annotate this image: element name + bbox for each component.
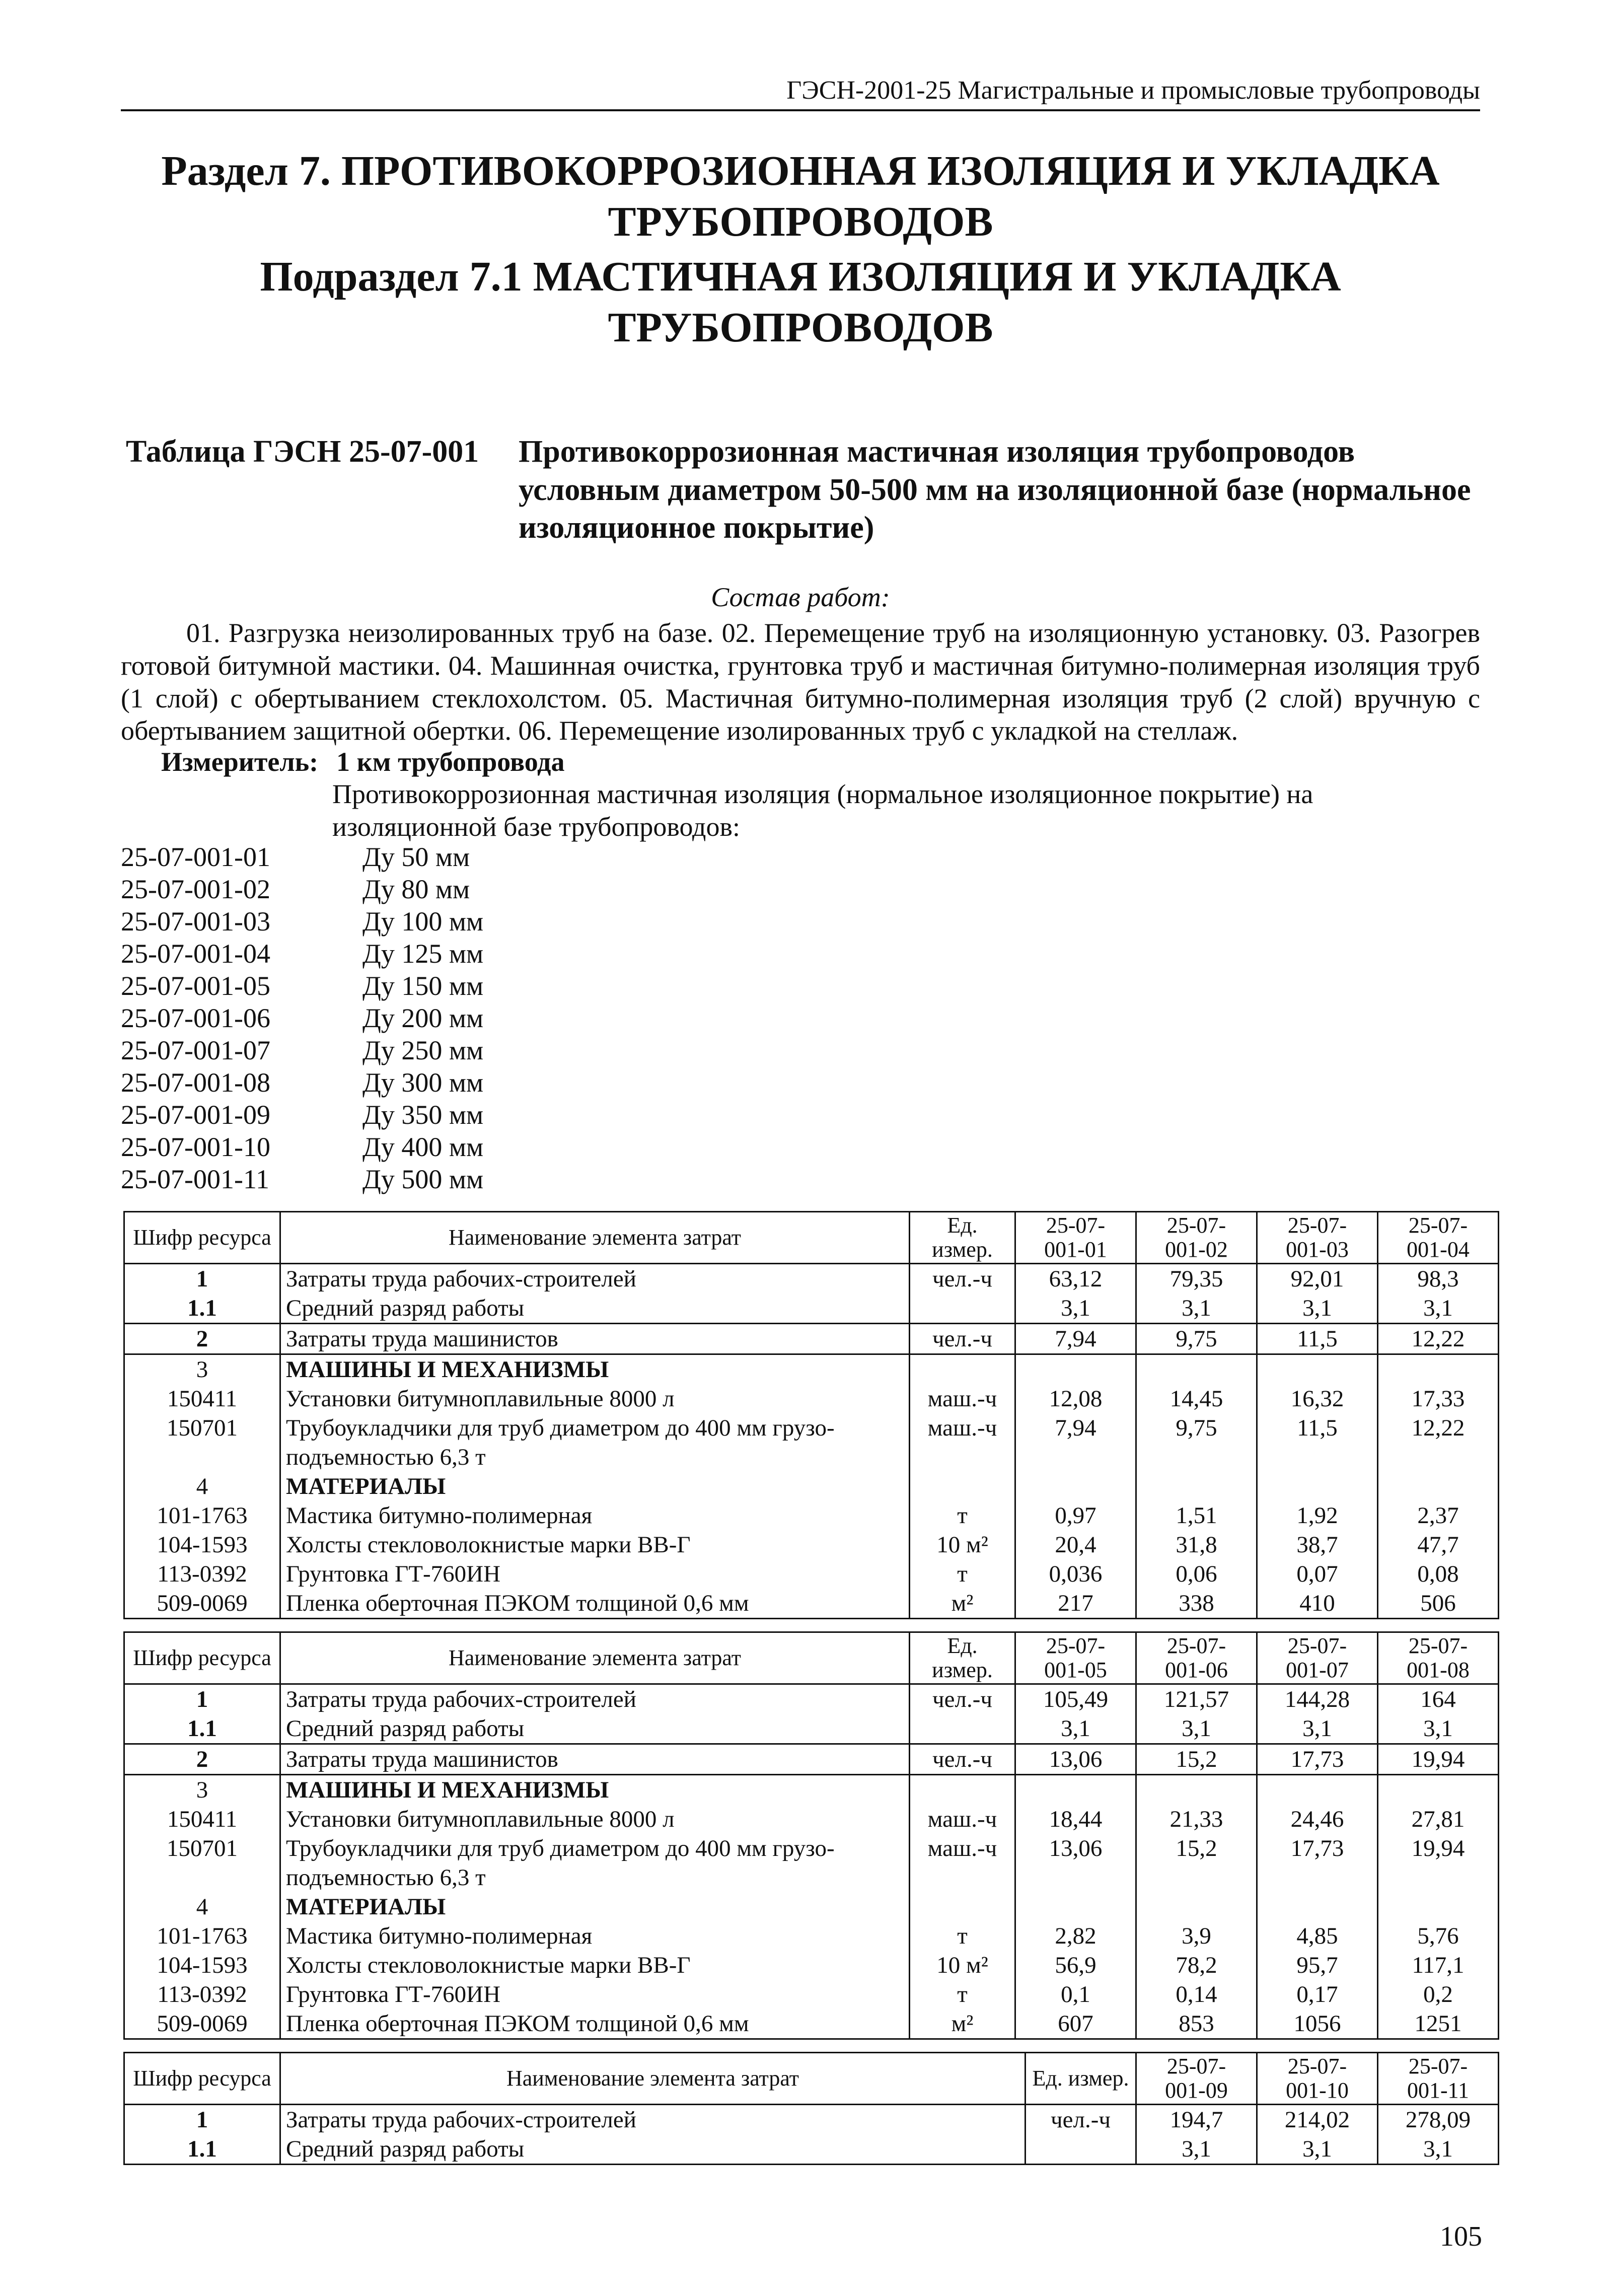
table-row [124, 1684, 1499, 1714]
cell-name: Холсты стекловолокнистые марки ВВ-Г [280, 1530, 910, 1559]
cell-value: 194,7 [1136, 2105, 1257, 2135]
cell-code: 113-0392 [124, 1559, 280, 1589]
cell-value [1257, 1892, 1378, 1921]
cell-unit [910, 1443, 1015, 1472]
cell-code: 509-0069 [124, 2009, 280, 2039]
cell-value: 14,45 [1136, 1384, 1257, 1413]
cell-value: 3,1 [1378, 1714, 1499, 1744]
composition-heading: Состав работ: [711, 582, 890, 612]
header-rate-code: 25-07- 001-08 [1378, 1632, 1499, 1684]
cell-unit: 10 м² [910, 1530, 1015, 1559]
cell-code: 150411 [124, 1384, 280, 1413]
cell-value: 38,7 [1257, 1530, 1378, 1559]
cell-value: 12,22 [1378, 1413, 1499, 1443]
code-list-desc: Ду 250 мм [362, 1035, 484, 1065]
cell-value: 13,06 [1015, 1834, 1136, 1863]
code-list [121, 841, 483, 1195]
code-list-code: 25-07-001-03 [121, 906, 270, 937]
header-rate-code: 25-07- 001-03 [1257, 1212, 1378, 1264]
table-row [124, 1834, 1499, 1863]
code-list-desc: Ду 500 мм [362, 1164, 484, 1194]
table-row [124, 1951, 1499, 1980]
cell-value: 3,1 [1378, 2134, 1499, 2165]
cell-value [1378, 1354, 1499, 1385]
cell-value: 24,46 [1257, 1805, 1378, 1834]
cell-name: подъемностью 6,3 т [280, 1443, 910, 1472]
header-rate-code: 25-07- 001-05 [1015, 1632, 1136, 1684]
cell-value: 1251 [1378, 2009, 1499, 2039]
section-title: Раздел 7. ПРОТИВОКОРРОЗИОННАЯ ИЗОЛЯЦИЯ И УКЛАДКА ТРУБОПРОВОДОВ [161, 148, 1440, 245]
code-list-code: 25-07-001-07 [121, 1035, 270, 1065]
cell-unit [910, 1775, 1015, 1805]
cell-unit [910, 1354, 1015, 1385]
header-unit: Ед. измер. [910, 1212, 1015, 1264]
cell-value: 3,1 [1257, 1294, 1378, 1324]
meter-label: Измеритель: [161, 747, 319, 777]
cell-value: 1056 [1257, 2009, 1378, 2039]
header-unit: Ед. измер. [910, 1632, 1015, 1684]
cell-value [1378, 1775, 1499, 1805]
composition-text: 01. Разгрузка неизолированных труб на базе. 02. Перемещение труб на изоляционную установку. 03. Разогрев готовой битумной мастики. 04. Машинная очистка, грунтовка труб и мастичная битумно-полимерная изоляция труб (1 слой) с обертыванием стеклохолстом. 05. Мастичная битумно-полимерная изоляция труб (2 слой) вручную с обертыванием защитной обертки. 06. Перемещение изолированных труб с укладкой на стеллаж. [121, 618, 1480, 746]
table-row [124, 1294, 1499, 1324]
cell-unit: маш.-ч [910, 1384, 1015, 1413]
cell-name: подъемностью 6,3 т [280, 1863, 910, 1892]
table-header-row [124, 2053, 1499, 2105]
cell-value: 5,76 [1378, 1921, 1499, 1951]
cell-value: 15,2 [1136, 1834, 1257, 1863]
cell-value: 217 [1015, 1589, 1136, 1619]
header-code: Шифр ресурса [124, 1632, 280, 1684]
code-list-desc: Ду 200 мм [362, 1003, 484, 1033]
cell-value: 17,73 [1257, 1744, 1378, 1775]
header-unit: Ед. измер. [1026, 2053, 1136, 2105]
cell-code: 2 [124, 1324, 280, 1354]
header-name: Наименование элемента затрат [280, 2053, 1026, 2105]
cell-unit: м² [910, 1589, 1015, 1619]
cell-value: 9,75 [1136, 1413, 1257, 1443]
code-list-item [121, 905, 483, 938]
cell-value: 278,09 [1378, 2105, 1499, 2135]
cell-unit: 10 м² [910, 1951, 1015, 1980]
cell-value: 12,22 [1378, 1324, 1499, 1354]
cell-value: 17,33 [1378, 1384, 1499, 1413]
cell-code: 3 [124, 1775, 280, 1805]
cell-value: 92,01 [1257, 1264, 1378, 1294]
cell-value: 506 [1378, 1589, 1499, 1619]
cell-code: 101-1763 [124, 1921, 280, 1951]
cell-unit: чел.-ч [910, 1744, 1015, 1775]
cell-value: 0,97 [1015, 1501, 1136, 1530]
cell-value [1378, 1472, 1499, 1501]
cell-value: 78,2 [1136, 1951, 1257, 1980]
header-code: Шифр ресурса [124, 2053, 280, 2105]
cell-value: 19,94 [1378, 1834, 1499, 1863]
cell-unit: т [910, 1501, 1015, 1530]
cell-name: Трубоукладчики для труб диаметром до 400 мм грузо- [280, 1834, 910, 1863]
cell-value: 410 [1257, 1589, 1378, 1619]
cell-value [1015, 1472, 1136, 1501]
cell-code [124, 1863, 280, 1892]
cell-value [1257, 1443, 1378, 1472]
cell-unit: чел.-ч [910, 1264, 1015, 1294]
header-rate-code: 25-07- 001-07 [1257, 1632, 1378, 1684]
code-list-code: 25-07-001-08 [121, 1067, 270, 1098]
cell-code: 101-1763 [124, 1501, 280, 1530]
cell-name: Холсты стекловолокнистые марки ВВ-Г [280, 1951, 910, 1980]
code-list-code: 25-07-001-10 [121, 1132, 270, 1162]
code-list-desc: Ду 400 мм [362, 1132, 484, 1162]
table-row [124, 1805, 1499, 1834]
cell-value [1015, 1863, 1136, 1892]
cell-value: 0,07 [1257, 1559, 1378, 1589]
table-row [124, 1384, 1499, 1413]
cell-value [1257, 1472, 1378, 1501]
cell-name: Пленка оберточная ПЭКОМ толщиной 0,6 мм [280, 2009, 910, 2039]
cell-value: 853 [1136, 2009, 1257, 2039]
cell-value: 79,35 [1136, 1264, 1257, 1294]
header-rate-code: 25-07- 001-04 [1378, 1212, 1499, 1264]
cell-value [1378, 1863, 1499, 1892]
resource-table-2 [123, 1631, 1499, 2040]
cell-value: 3,1 [1136, 1714, 1257, 1744]
cell-unit: маш.-ч [910, 1805, 1015, 1834]
resource-table-1 [123, 1211, 1499, 1619]
cell-unit: маш.-ч [910, 1413, 1015, 1443]
cell-unit [910, 1863, 1015, 1892]
cell-value: 3,1 [1136, 1294, 1257, 1324]
code-list-code: 25-07-001-01 [121, 842, 270, 872]
cell-code: 1.1 [124, 2134, 280, 2165]
cell-name: Установки битумноплавильные 8000 л [280, 1805, 910, 1834]
cell-name: Установки битумноплавильные 8000 л [280, 1384, 910, 1413]
cell-name: МАШИНЫ И МЕХАНИЗМЫ [280, 1775, 910, 1805]
cell-name: Средний разряд работы [280, 2134, 1026, 2165]
table-row [124, 1472, 1499, 1501]
table-caption-text: Противокоррозионная мастичная изоляция трубопроводов условным диаметром 50-500 мм на изоляционной базе (нормальное изоляционное покрытие) [519, 435, 1471, 545]
cell-value: 3,1 [1136, 2134, 1257, 2165]
code-list-code: 25-07-001-04 [121, 939, 270, 969]
cell-value: 95,7 [1257, 1951, 1378, 1980]
cell-unit: маш.-ч [910, 1834, 1015, 1863]
cell-value: 47,7 [1378, 1530, 1499, 1559]
cell-name: Средний разряд работы [280, 1294, 910, 1324]
cell-name: Затраты труда машинистов [280, 1324, 910, 1354]
cell-code: 3 [124, 1354, 280, 1385]
cell-name: МАТЕРИАЛЫ [280, 1472, 910, 1501]
cell-value: 18,44 [1015, 1805, 1136, 1834]
cell-name: Затраты труда рабочих-строителей [280, 2105, 1026, 2135]
table-row [124, 1264, 1499, 1294]
table-row [124, 1559, 1499, 1589]
cell-value: 11,5 [1257, 1324, 1378, 1354]
header-code: Шифр ресурса [124, 1212, 280, 1264]
meter-value: 1 км трубопровода [336, 747, 565, 777]
cell-value: 7,94 [1015, 1413, 1136, 1443]
cell-value: 121,57 [1136, 1684, 1257, 1714]
cell-value: 98,3 [1378, 1264, 1499, 1294]
cell-value: 117,1 [1378, 1951, 1499, 1980]
code-list-item [121, 970, 483, 1002]
table-row [124, 1324, 1499, 1354]
cell-value: 0,1 [1015, 1980, 1136, 2009]
cell-value: 338 [1136, 1589, 1257, 1619]
cell-code: 150701 [124, 1413, 280, 1443]
code-list-desc: Ду 80 мм [362, 874, 470, 904]
cell-name: Мастика битумно-полимерная [280, 1501, 910, 1530]
cell-value: 27,81 [1378, 1805, 1499, 1834]
table-row [124, 1354, 1499, 1385]
cell-name: Затраты труда машинистов [280, 1744, 910, 1775]
table-row [124, 1863, 1499, 1892]
code-list-item [121, 841, 483, 873]
cell-code: 150411 [124, 1805, 280, 1834]
subsection-title: Подраздел 7.1 МАСТИЧНАЯ ИЗОЛЯЦИЯ И УКЛАДКА ТРУБОПРОВОДОВ [260, 253, 1341, 351]
cell-code: 150701 [124, 1834, 280, 1863]
code-list-item [121, 1163, 483, 1195]
cell-code: 1 [124, 1684, 280, 1714]
cell-value: 3,1 [1257, 1714, 1378, 1744]
meter-line [161, 746, 565, 777]
page-number: 105 [1440, 2221, 1482, 2252]
cell-value [1136, 1863, 1257, 1892]
code-list-desc: Ду 150 мм [362, 971, 484, 1001]
table-caption [126, 433, 1485, 547]
table-row [124, 1714, 1499, 1744]
cell-value: 0,06 [1136, 1559, 1257, 1589]
header-rate-code: 25-07- 001-11 [1378, 2053, 1499, 2105]
cell-value: 13,06 [1015, 1744, 1136, 1775]
cell-unit: м² [910, 2009, 1015, 2039]
cell-value: 31,8 [1136, 1530, 1257, 1559]
cell-value [1257, 1354, 1378, 1385]
cell-value: 2,82 [1015, 1921, 1136, 1951]
table-row [124, 1501, 1499, 1530]
cell-name: Пленка оберточная ПЭКОМ толщиной 0,6 мм [280, 1589, 910, 1619]
running-header: ГЭСН-2001-25 Магистральные и промысловые трубопроводы [121, 76, 1480, 111]
cell-value: 0,17 [1257, 1980, 1378, 2009]
code-list-item [121, 1131, 483, 1163]
cell-code [124, 1443, 280, 1472]
header-rate-code: 25-07- 001-01 [1015, 1212, 1136, 1264]
code-list-code: 25-07-001-02 [121, 874, 270, 904]
cell-value: 56,9 [1015, 1951, 1136, 1980]
table-row [124, 1744, 1499, 1775]
cell-code: 1 [124, 2105, 280, 2135]
cell-code: 113-0392 [124, 1980, 280, 2009]
cell-value: 607 [1015, 2009, 1136, 2039]
code-list-item [121, 1034, 483, 1066]
cell-unit: чел.-ч [910, 1324, 1015, 1354]
cell-value: 4,85 [1257, 1921, 1378, 1951]
cell-value [1257, 1863, 1378, 1892]
code-list-desc: Ду 125 мм [362, 939, 484, 969]
cell-value: 12,08 [1015, 1384, 1136, 1413]
cell-value: 1,51 [1136, 1501, 1257, 1530]
code-list-desc: Ду 100 мм [362, 906, 484, 937]
code-list-code: 25-07-001-06 [121, 1003, 270, 1033]
cell-value: 11,5 [1257, 1413, 1378, 1443]
cell-value: 0,036 [1015, 1559, 1136, 1589]
cell-code: 4 [124, 1892, 280, 1921]
table-header-row [124, 1632, 1499, 1684]
cell-value: 7,94 [1015, 1324, 1136, 1354]
cell-value: 2,37 [1378, 1501, 1499, 1530]
cell-value: 15,2 [1136, 1744, 1257, 1775]
cell-code: 4 [124, 1472, 280, 1501]
table-row [124, 1530, 1499, 1559]
code-list-desc: Ду 300 мм [362, 1067, 484, 1098]
table-row [124, 1980, 1499, 2009]
cell-name: Затраты труда рабочих-строителей [280, 1264, 910, 1294]
cell-name: Грунтовка ГТ-760ИН [280, 1980, 910, 2009]
code-list-item [121, 1066, 483, 1099]
cell-value [1136, 1775, 1257, 1805]
cell-unit: т [910, 1921, 1015, 1951]
cell-value: 21,33 [1136, 1805, 1257, 1834]
table-row [124, 1775, 1499, 1805]
table-row [124, 1892, 1499, 1921]
code-list-code: 25-07-001-11 [121, 1164, 269, 1194]
header-name: Наименование элемента затрат [280, 1632, 910, 1684]
cell-unit [910, 1472, 1015, 1501]
header-rate-code: 25-07- 001-09 [1136, 2053, 1257, 2105]
cell-name: МАШИНЫ И МЕХАНИЗМЫ [280, 1354, 910, 1385]
table-header-row [124, 1212, 1499, 1264]
code-list-item [121, 1002, 483, 1034]
cell-name: Затраты труда рабочих-строителей [280, 1684, 910, 1714]
cell-unit: чел.-ч [1026, 2105, 1136, 2135]
cell-value: 0,2 [1378, 1980, 1499, 2009]
cell-value: 1,92 [1257, 1501, 1378, 1530]
cell-name: Трубоукладчики для труб диаметром до 400 мм грузо- [280, 1413, 910, 1443]
cell-value [1378, 1892, 1499, 1921]
cell-unit [910, 1714, 1015, 1744]
cell-value: 0,14 [1136, 1980, 1257, 2009]
code-list-item [121, 873, 483, 905]
cell-code: 104-1593 [124, 1530, 280, 1559]
cell-value [1136, 1472, 1257, 1501]
table-caption-label: Таблица ГЭСН 25-07-001 [126, 435, 479, 469]
cell-value [1257, 1775, 1378, 1805]
code-list-code: 25-07-001-09 [121, 1100, 270, 1130]
cell-code: 1.1 [124, 1294, 280, 1324]
cell-code: 1.1 [124, 1714, 280, 1744]
code-list-item [121, 1099, 483, 1131]
header-rate-code: 25-07- 001-02 [1136, 1212, 1257, 1264]
cell-value [1136, 1892, 1257, 1921]
table-row [124, 1413, 1499, 1443]
cell-unit: т [910, 1559, 1015, 1589]
cell-unit [910, 1294, 1015, 1324]
cell-code: 2 [124, 1744, 280, 1775]
cell-value: 3,1 [1015, 1714, 1136, 1744]
cell-value [1136, 1443, 1257, 1472]
header-name: Наименование элемента затрат [280, 1212, 910, 1264]
code-list-item [121, 938, 483, 970]
table-row [124, 1589, 1499, 1619]
cell-value [1015, 1775, 1136, 1805]
cell-value: 9,75 [1136, 1324, 1257, 1354]
cell-value [1378, 1443, 1499, 1472]
code-list-desc: Ду 350 мм [362, 1100, 484, 1130]
cell-value [1015, 1892, 1136, 1921]
cell-code: 1 [124, 1264, 280, 1294]
table-row [124, 1443, 1499, 1472]
cell-unit: т [910, 1980, 1015, 2009]
cell-value: 3,1 [1378, 1294, 1499, 1324]
cell-value [1136, 1354, 1257, 1385]
cell-value: 3,1 [1015, 1294, 1136, 1324]
table-row [124, 2105, 1499, 2135]
cell-value: 105,49 [1015, 1684, 1136, 1714]
cell-value [1015, 1354, 1136, 1385]
cell-code: 509-0069 [124, 1589, 280, 1619]
cell-unit: чел.-ч [910, 1684, 1015, 1714]
cell-name: Мастика битумно-полимерная [280, 1921, 910, 1951]
cell-value: 3,1 [1257, 2134, 1378, 2165]
cell-unit [910, 1892, 1015, 1921]
cell-name: МАТЕРИАЛЫ [280, 1892, 910, 1921]
code-list-code: 25-07-001-05 [121, 971, 270, 1001]
cell-value: 63,12 [1015, 1264, 1136, 1294]
cell-value: 16,32 [1257, 1384, 1378, 1413]
header-rate-code: 25-07- 001-06 [1136, 1632, 1257, 1684]
cell-name: Грунтовка ГТ-760ИН [280, 1559, 910, 1589]
cell-value: 0,08 [1378, 1559, 1499, 1589]
cell-value: 17,73 [1257, 1834, 1378, 1863]
cell-value [1015, 1443, 1136, 1472]
cell-name: Средний разряд работы [280, 1714, 910, 1744]
resource-table-3 [123, 2052, 1499, 2165]
cell-value: 19,94 [1378, 1744, 1499, 1775]
table-row [124, 1921, 1499, 1951]
cell-value: 3,9 [1136, 1921, 1257, 1951]
cell-value: 164 [1378, 1684, 1499, 1714]
cell-value: 214,02 [1257, 2105, 1378, 2135]
code-list-desc: Ду 50 мм [362, 842, 470, 872]
table-row [124, 2134, 1499, 2165]
group-description: Противокоррозионная мастичная изоляция (нормальное изоляционное покрытие) на изоляционной базе трубопроводов: [332, 779, 1313, 842]
table-row [124, 2009, 1499, 2039]
cell-value: 144,28 [1257, 1684, 1378, 1714]
cell-code: 104-1593 [124, 1951, 280, 1980]
cell-value: 20,4 [1015, 1530, 1136, 1559]
header-rate-code: 25-07- 001-10 [1257, 2053, 1378, 2105]
cell-unit [1026, 2134, 1136, 2165]
